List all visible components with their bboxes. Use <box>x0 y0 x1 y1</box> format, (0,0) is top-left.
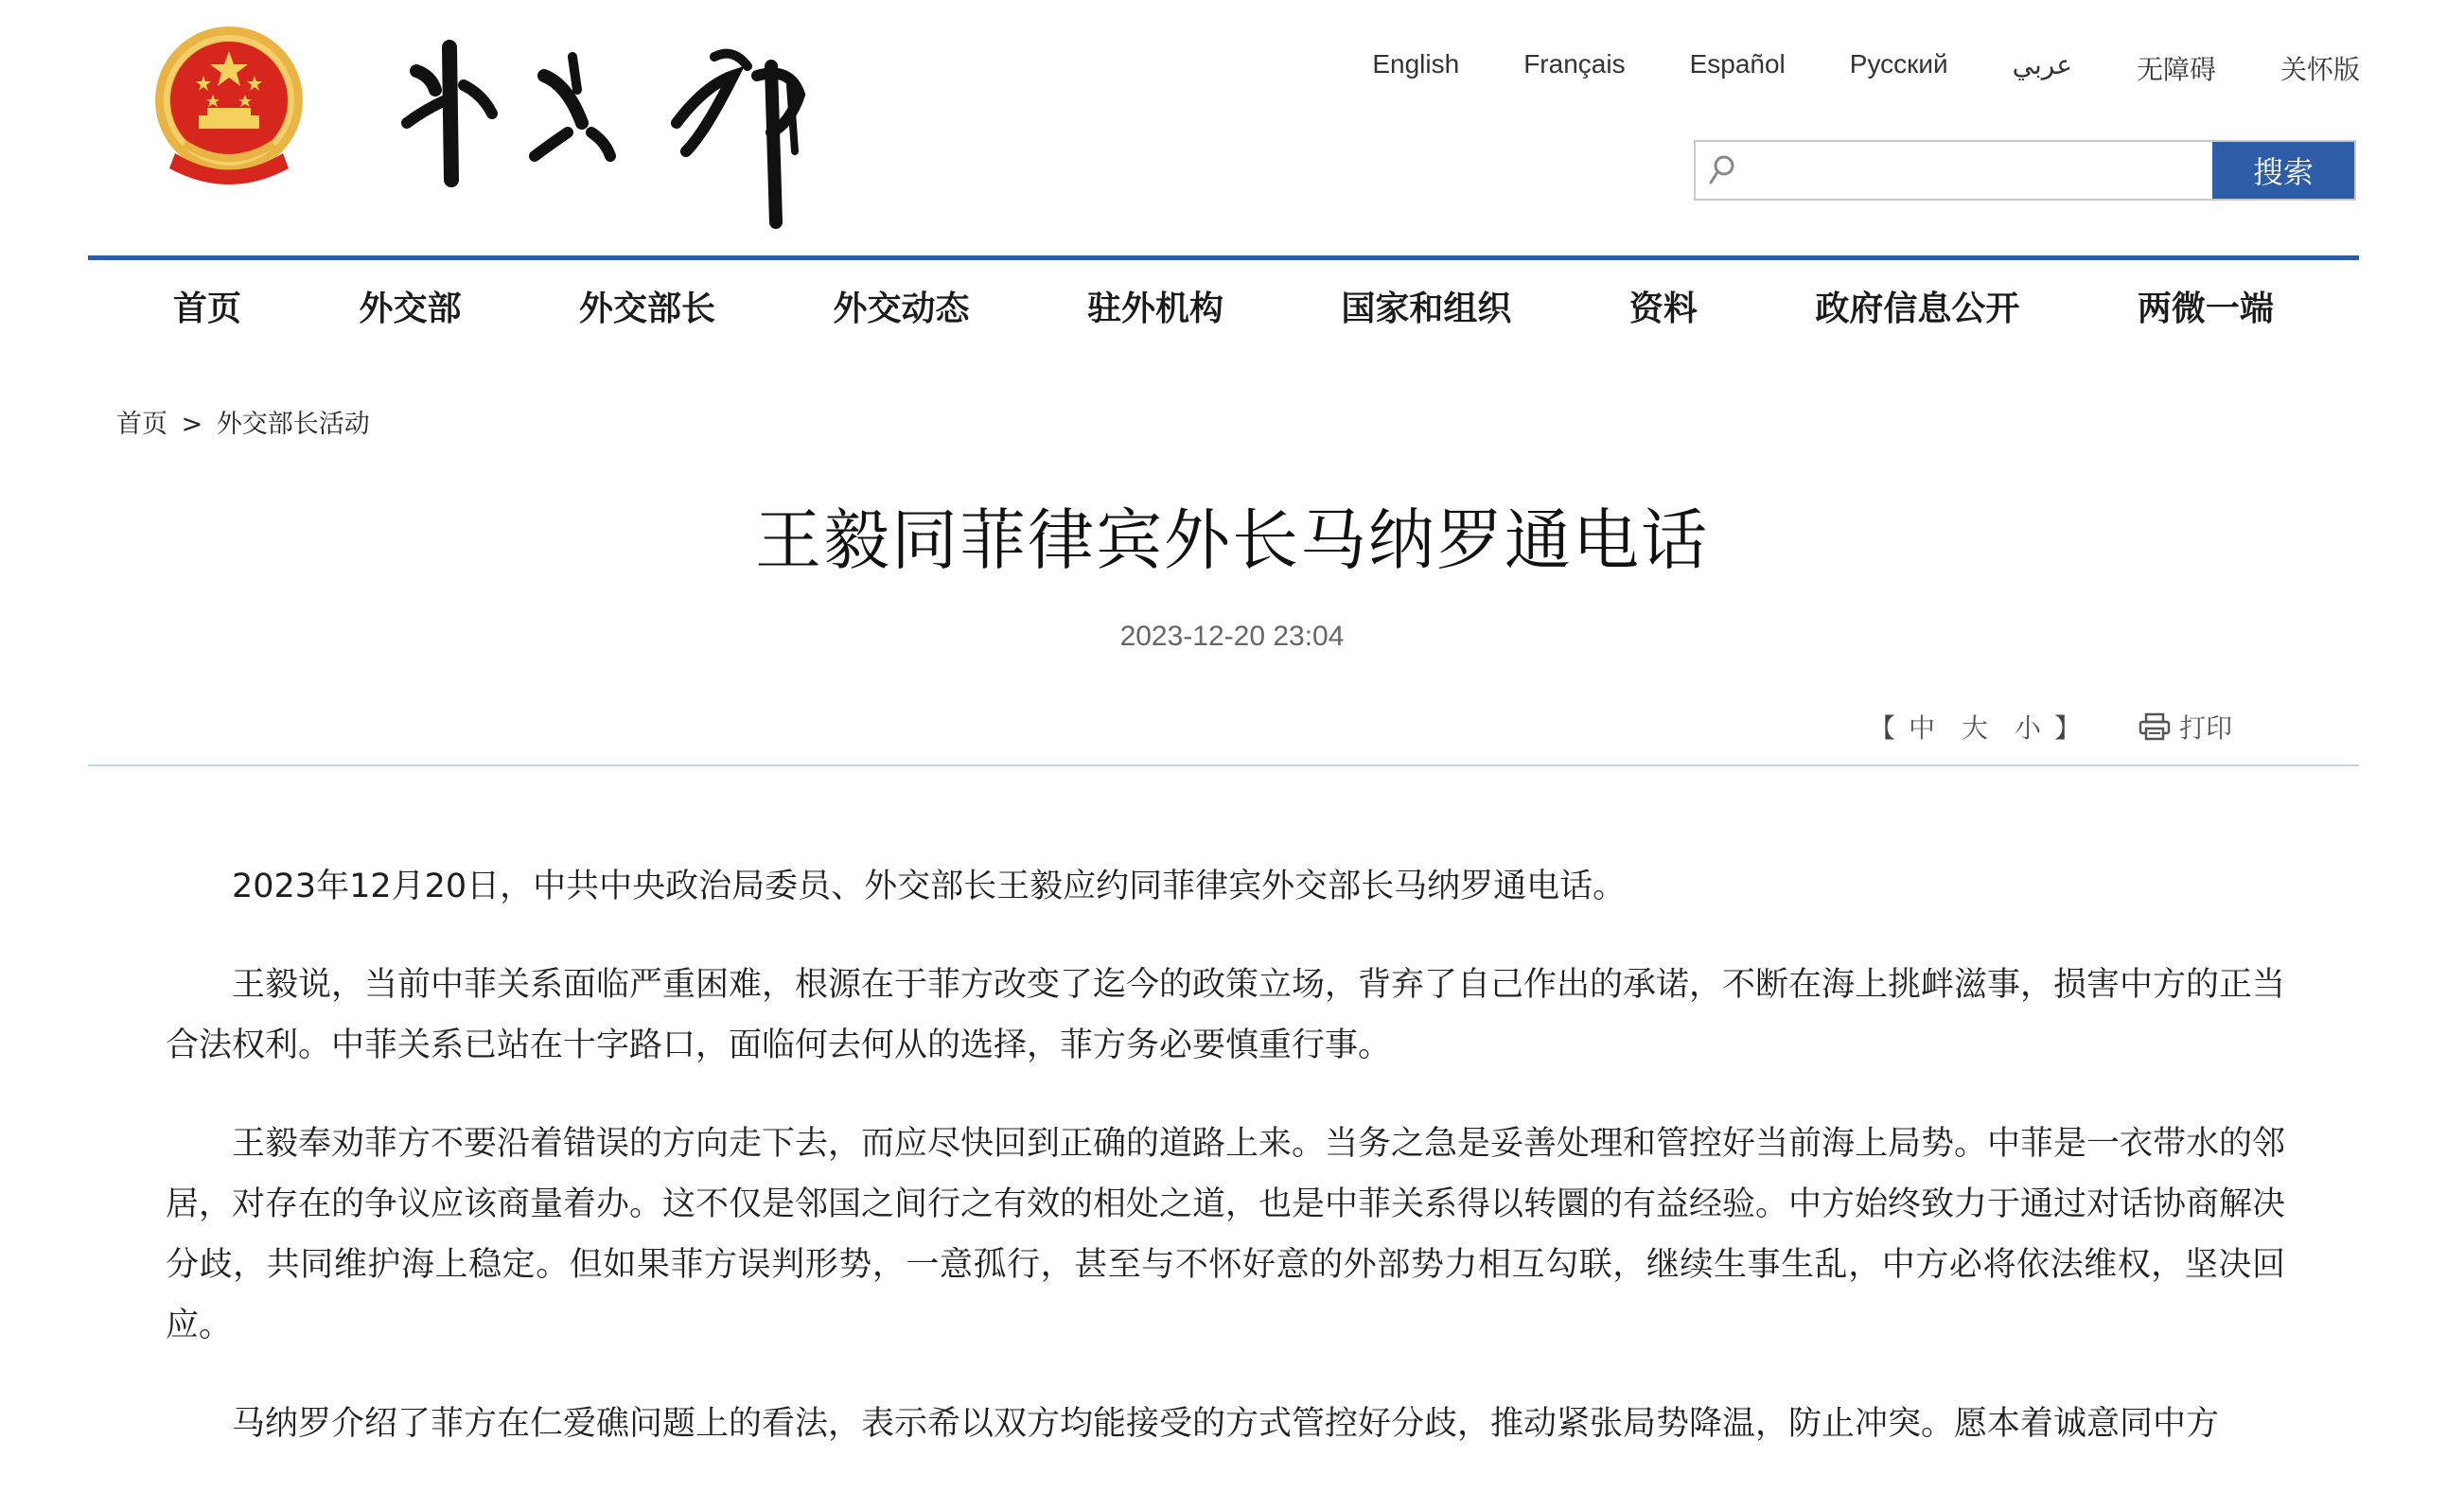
nav-item-social-media[interactable]: 两微一端 <box>2137 290 2274 328</box>
search-input[interactable] <box>1749 142 2212 199</box>
search-icon <box>1696 142 1749 199</box>
nav-item-resources[interactable]: 资料 <box>1628 290 1698 328</box>
main-nav <box>88 282 2359 333</box>
language-bar <box>1308 49 2360 87</box>
font-size-bracket-close: 】 <box>2054 712 2082 744</box>
calligraphy-logo[interactable] <box>393 19 828 237</box>
breadcrumb <box>116 403 370 440</box>
nav-item-diplomatic-news[interactable]: 外交动态 <box>833 290 970 328</box>
lang-link-russian[interactable]: Русский <box>1849 49 1948 79</box>
print-label: 打印 <box>2179 712 2233 744</box>
nav-item-ministry[interactable]: 外交部 <box>359 290 462 328</box>
publish-date: 2023-12-20 23:04 <box>1119 621 1345 652</box>
national-emblem-logo[interactable] <box>147 21 312 191</box>
title-divider <box>88 764 2359 766</box>
lang-link-french[interactable]: Français <box>1523 49 1626 79</box>
font-size-large-button[interactable]: 大 <box>1962 712 1989 744</box>
nav-item-government-info[interactable]: 政府信息公开 <box>1815 290 2020 328</box>
nav-item-home[interactable]: 首页 <box>173 290 242 328</box>
lang-link-arabic[interactable]: عربي <box>2012 50 2072 79</box>
nav-item-minister[interactable]: 外交部长 <box>578 290 715 328</box>
nav-item-missions-abroad[interactable]: 驻外机构 <box>1086 290 1223 328</box>
breadcrumb-current-link[interactable]: 外交部长活动 <box>216 410 370 439</box>
article-tools <box>1869 708 2232 746</box>
article-paragraph: 王毅说，当前中菲关系面临严重困难，根源在于菲方改变了迄今的政策立场，背弃了自己作出的承诺，不断在海上挑衅滋事，损害中方的正当合法权利。中菲关系已站在十字路口，面临何去何从的选择，菲方务必要慎重行事。 <box>166 966 2286 1064</box>
elderly-care-link[interactable]: 关怀版 <box>2279 55 2360 84</box>
article-paragraph: 2023年12月20日，中共中央政治局委员、外交部长王毅应约同菲律宾外交部长马纳罗通电话。 <box>232 868 1627 905</box>
nav-item-countries-organizations[interactable]: 国家和组织 <box>1341 290 1512 328</box>
article-body <box>166 856 2285 1492</box>
font-size-bracket-open: 【 <box>1869 712 1896 744</box>
article-paragraph: 王毅奉劝菲方不要沿着错误的方向走下去，而应尽快回到正确的道路上来。当务之急是妥善处理和管控好当前海上局势。中菲是一衣带水的邻居，对存在的争议应该商量着办。这不仅是邻国之间行之有效的相处之道，也是中菲关系得以转圜的有益经验。中方始终致力于通过对话协商解决分歧，共同维护海上稳定。但如果菲方误判形势，一意孤行，甚至与不怀好意的外部势力相互勾联，继续生事生乱，中方必将依法维权，坚决回应。 <box>166 1125 2286 1344</box>
search-box <box>1694 140 2356 201</box>
lang-link-spanish[interactable]: Español <box>1689 49 1786 79</box>
accessibility-link[interactable]: 无障碍 <box>2136 55 2216 84</box>
breadcrumb-home-link[interactable]: 首页 <box>116 410 167 439</box>
printer-icon <box>2138 712 2172 741</box>
font-size-small-button[interactable]: 小 <box>2015 712 2042 744</box>
page-title: 王毅同菲律宾外长马纳罗通电话 <box>755 501 1709 579</box>
font-size-medium-button[interactable]: 中 <box>1909 712 1936 744</box>
lang-link-english[interactable]: English <box>1372 49 1460 79</box>
search-button[interactable]: 搜索 <box>2212 142 2354 199</box>
print-button[interactable] <box>2138 708 2232 746</box>
article-paragraph: 马纳罗介绍了菲方在仁爱礁问题上的看法，表示希以双方均能接受的方式管控好分歧，推动紧张局势降温，防止冲突。愿本着诚意同中方 <box>232 1405 2220 1443</box>
nav-top-border <box>88 255 2359 260</box>
breadcrumb-separator: > <box>181 410 203 439</box>
